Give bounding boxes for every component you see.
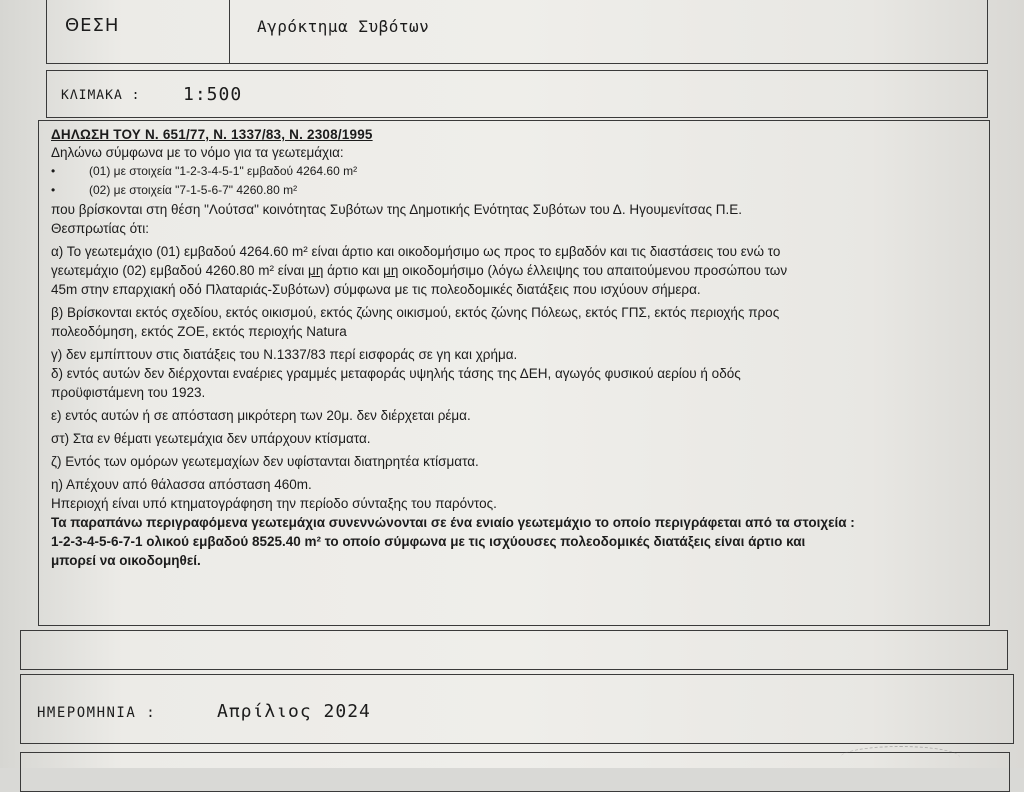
item-e: ε) εντός αυτών ή σε απόσταση μικρότερη των 20μ. δεν διέρχεται ρέμα. xyxy=(51,408,471,423)
parcel-bullet-2 xyxy=(51,181,979,200)
cadastre-line: Ηπεριοχή είναι υπό κτηματογράφηση την περίοδο σύνταξης του παρόντος. xyxy=(51,496,497,511)
item-b-line-2: πολεοδόμηση, εκτός ΖΟΕ, εκτός περιοχής Natura xyxy=(51,324,347,339)
item-b-line-1: β) Βρίσκονται εκτός σχεδίου, εκτός οικισμού, εκτός ζώνης οικισμού, εκτός ζώνης Πόλεως, εκτός ΓΠΣ, εκτός περιοχής προς xyxy=(51,305,780,320)
item-a-line-2-post: οικοδομήσιμο (λόγω έλλειψης του απαιτούμενου προσώπου των xyxy=(398,263,788,278)
item-a-underlined-2: μη xyxy=(383,263,399,278)
scale-value: 1:500 xyxy=(183,84,243,105)
item-h: η) Απέχουν από θάλασσα απόσταση 460m. xyxy=(51,477,312,492)
bullet-dot: • xyxy=(51,183,56,197)
summary-line-3: μπορεί να οικοδομηθεί. xyxy=(51,553,201,568)
item-a-line-2 xyxy=(51,261,979,280)
item-d-line-2: προϋφιστάμενη του 1923. xyxy=(51,385,206,400)
location-divider xyxy=(229,0,230,63)
item-a-underlined-1: μη xyxy=(308,263,324,278)
item-d-line-1: δ) εντός αυτών δεν διέρχονται εναέριες γραμμές μεταφοράς υψηλής τάσης της ΔΕΗ, αγωγός φυσικού αερίου ή οδός xyxy=(51,366,741,381)
item-a-line-2-pre: γεωτεμάχιο (02) εμβαδού 4260.80 m² είναι xyxy=(51,263,309,278)
location-row xyxy=(46,0,988,64)
declaration-intro: Δηλώνω σύμφωνα με το νόμο για τα γεωτεμάχια: xyxy=(51,145,344,160)
region-line: Θεσπρωτίας ότι: xyxy=(51,221,149,236)
location-line: που βρίσκονται στη θέση "Λούτσα" κοινότητας Συβότων της Δημοτικής Ενότητας Συβότων του Δ. Ηγουμενίτσας Π.Ε. xyxy=(51,202,743,217)
declaration-title: ΔΗΛΩΣΗ ΤΟΥ Ν. 651/77, Ν. 1337/83, Ν. 2308/1995 xyxy=(51,127,373,142)
item-a-line-3: 45m στην επαρχιακή οδό Πλαταριάς-Συβότων) σύμφωνα με τις πολεοδομικές διατάξεις που ισχύουν σήμερα. xyxy=(51,282,701,297)
item-a-line-1: α) Το γεωτεμάχιο (01) εμβαδού 4264.60 m² είναι άρτιο και οικοδομήσιμο ως προς το εμβαδόν και τις διαστάσεις του ενώ το xyxy=(51,244,781,259)
location-value: Αγρόκτημα Συβότων xyxy=(257,17,430,36)
scale-row xyxy=(46,70,988,118)
date-label: ΗΜΕΡΟΜΗΝΙΑ : xyxy=(37,705,157,721)
bullet-dot: • xyxy=(51,164,56,178)
item-c: γ) δεν εμπίπτουν στις διατάξεις του Ν.1337/83 περί εισφοράς σε γη και χρήμα. xyxy=(51,347,518,362)
parcel-bullet-2-text: (02) με στοιχεία "7-1-5-6-7" 4260.80 m² xyxy=(89,183,298,197)
empty-row xyxy=(20,630,1008,670)
summary-line-2: 1-2-3-4-5-6-7-1 ολικού εμβαδού 8525.40 m² το οποίο σύμφωνα με τις ισχύουσες πολεοδομικές διατάξεις είναι άρτιο και xyxy=(51,534,806,549)
scale-label: ΚΛΙΜΑΚΑ : xyxy=(61,88,141,103)
stamp-mark xyxy=(840,746,960,769)
date-row xyxy=(20,674,1014,744)
parcel-bullet-1 xyxy=(51,162,979,181)
item-a-line-2-mid: άρτιο και xyxy=(323,263,384,278)
item-z: ζ) Εντός των ομόρων γεωτεμαχίων δεν υφίστανται διατηρητέα κτίσματα. xyxy=(51,454,479,469)
parcel-bullet-1-text: (01) με στοιχεία "1-2-3-4-5-1" εμβαδού 4264.60 m² xyxy=(89,164,358,178)
summary-line-1: Τα παραπάνω περιγραφόμενα γεωτεμάχια συνεννώνονται σε ένα ενιαίο γεωτεμάχιο το οποίο περιγράφεται από τα στοιχεία : xyxy=(51,515,855,530)
location-label: ΘΕΣΗ xyxy=(65,15,120,36)
date-value: Απρίλιος 2024 xyxy=(217,701,371,722)
item-st: στ) Στα εν θέματι γεωτεμάχια δεν υπάρχουν κτίσματα. xyxy=(51,431,371,446)
declaration-box xyxy=(38,120,990,626)
